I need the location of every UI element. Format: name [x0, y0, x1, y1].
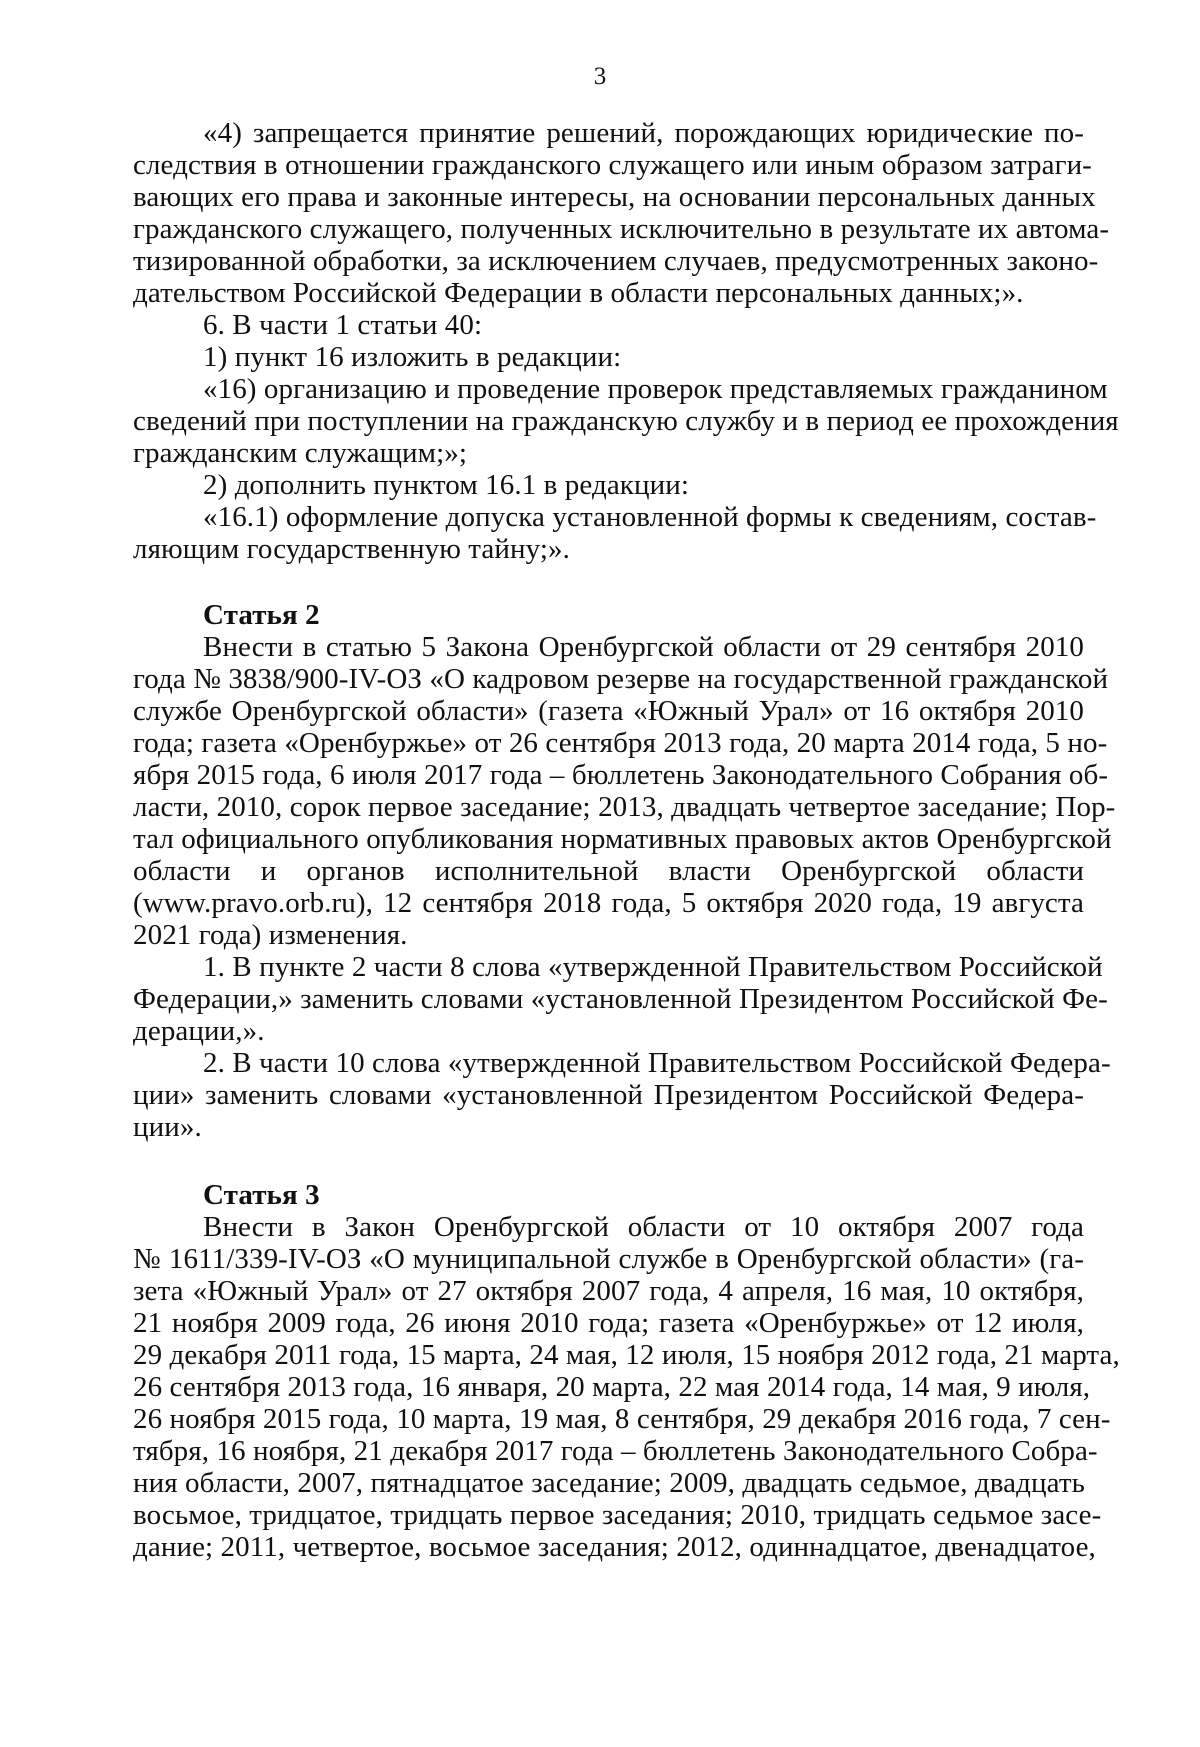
text-line: 6. В части 1 статьи 40: — [203, 309, 483, 341]
text-line: 2. В части 10 слова «утвержденной Правительством Российской Федера- — [203, 1047, 1111, 1079]
text-line: Внести в Закон Оренбургской области от 10 октября 2007 года — [203, 1211, 1084, 1243]
text-line: 1. В пункте 2 части 8 слова «утвержденной Правительством Российской — [203, 951, 1103, 983]
text-line: тал официального опубликования нормативных правовых актов Оренбургской — [133, 823, 1112, 855]
text-line: ляющим государственную тайну;». — [133, 533, 570, 565]
text-line: восьмое, тридцатое, тридцать первое заседания; 2010, тридцать седьмое засе- — [133, 1499, 1102, 1531]
text-line: службе Оренбургской области» (газета «Южный Урал» от 16 октября 2010 — [133, 695, 1084, 727]
text-line: 1) пункт 16 изложить в редакции: — [203, 341, 622, 373]
text-line: 2) дополнить пунктом 16.1 в редакции: — [203, 469, 690, 501]
text-line: гражданского служащего, полученных исключительно в результате их автома- — [133, 213, 1110, 245]
text-line: 26 сентября 2013 года, 16 января, 20 марта, 22 мая 2014 года, 14 мая, 9 июля, — [133, 1371, 1091, 1403]
text-line: гражданским служащим;»; — [133, 437, 468, 469]
text-line: 2021 года) изменения. — [133, 919, 408, 951]
article-heading: Статья 2 — [203, 599, 320, 631]
text-line: 29 декабря 2011 года, 15 марта, 24 мая, 12 июля, 15 ноября 2012 года, 21 марта, — [133, 1339, 1120, 1371]
text-line: ния области, 2007, пятнадцатое заседание; 2009, двадцать седьмое, двадцать — [133, 1467, 1085, 1499]
article-heading: Статья 3 — [203, 1179, 320, 1211]
text-line: следствия в отношении гражданского служащего или иным образом затраги- — [133, 149, 1092, 181]
text-line: зета «Южный Урал» от 27 октября 2007 года, 4 апреля, 16 мая, 10 октября, — [133, 1275, 1084, 1307]
text-line: года № 3838/900-IV-ОЗ «О кадровом резерве на государственной гражданской — [133, 663, 1109, 695]
text-line: ции». — [133, 1111, 202, 1143]
text-line: Внести в статью 5 Закона Оренбургской области от 29 сентября 2010 — [203, 631, 1084, 663]
text-line: года; газета «Оренбуржье» от 26 сентября 2013 года, 20 марта 2014 года, 5 но- — [133, 727, 1108, 759]
text-line: Федерации,» заменить словами «установленной Президентом Российской Фе- — [133, 983, 1108, 1015]
text-line: вающих его права и законные интересы, на основании персональных данных — [133, 181, 1096, 213]
text-line: 21 ноября 2009 года, 26 июня 2010 года; газета «Оренбуржье» от 12 июля, — [133, 1307, 1084, 1339]
text-line: сведений при поступлении на гражданскую службу и в период ее прохождения — [133, 405, 1119, 437]
text-line: области и органов исполнительной власти Оренбургской области — [133, 855, 1084, 887]
text-line: тября, 16 ноября, 21 декабря 2017 года – бюллетень Законодательного Собра- — [133, 1435, 1098, 1467]
text-line: ции» заменить словами «установленной Президентом Российской Федера- — [133, 1079, 1084, 1111]
text-line: ласти, 2010, сорок первое заседание; 2013, двадцать четвертое заседание; Пор- — [133, 791, 1116, 823]
text-line: тизированной обработки, за исключением случаев, предусмотренных законо- — [133, 245, 1099, 277]
text-line: 26 ноября 2015 года, 10 марта, 19 мая, 8 сентября, 29 декабря 2016 года, 7 сен- — [133, 1403, 1111, 1435]
text-line: «4) запрещается принятие решений, порождающих юридические по- — [203, 117, 1084, 149]
text-line: дание; 2011, четвертое, восьмое заседания; 2012, одиннадцатое, двенадцатое, — [133, 1531, 1096, 1563]
text-line: (www.pravo.orb.ru), 12 сентября 2018 года, 5 октября 2020 года, 19 августа — [133, 887, 1084, 919]
text-line: ября 2015 года, 6 июля 2017 года – бюллетень Законодательного Собрания об- — [133, 759, 1109, 791]
text-line: дерации,». — [133, 1015, 265, 1047]
text-line: «16.1) оформление допуска установленной формы к сведениям, состав- — [203, 501, 1097, 533]
page-number: 3 — [593, 63, 607, 90]
text-line: «16) организацию и проведение проверок представляемых гражданином — [203, 373, 1108, 405]
text-line: № 1611/339-IV-ОЗ «О муниципальной службе в Оренбургской области» (га- — [133, 1243, 1084, 1275]
text-line: дательством Российской Федерации в области персональных данных;». — [133, 277, 1024, 309]
